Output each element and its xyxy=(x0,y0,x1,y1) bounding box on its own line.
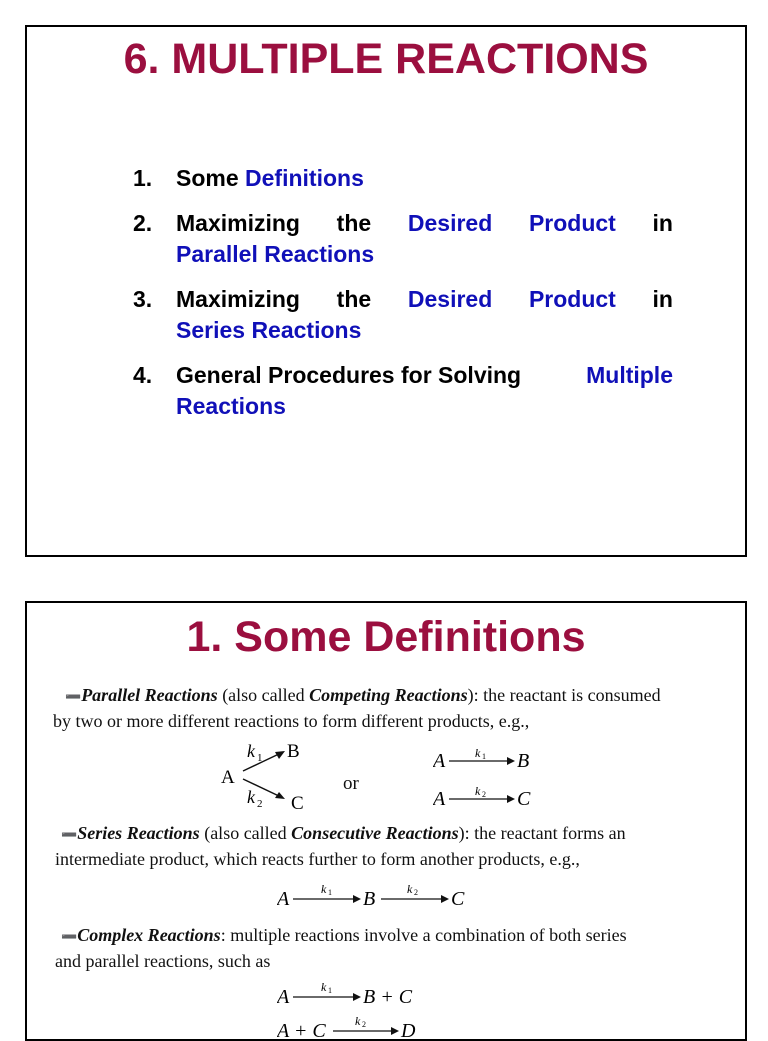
species: A + C xyxy=(277,1020,326,1039)
species: A xyxy=(277,888,290,910)
species: A xyxy=(433,788,446,810)
item-highlight: Definitions xyxy=(245,165,364,191)
rate-constant-k1: k xyxy=(247,741,255,761)
item-text: General Procedures for Solving xyxy=(176,362,522,388)
rate-subscript: 2 xyxy=(414,888,418,897)
term: Complex Reactions xyxy=(77,925,221,945)
rate-constant-k2: k xyxy=(247,787,255,807)
rate-subscript: 1 xyxy=(328,888,332,897)
parallel-definition xyxy=(53,683,733,733)
text: : multiple reactions involve a combination of both series xyxy=(220,925,627,945)
parallel-reaction-diagram xyxy=(215,735,345,813)
outline-item xyxy=(133,360,673,422)
item-word: the xyxy=(336,210,372,236)
rate-constant: k xyxy=(475,784,481,798)
item-highlight: Product xyxy=(528,210,616,236)
species: B xyxy=(517,750,530,772)
complex-definition xyxy=(55,923,733,973)
item-word: Maximizing xyxy=(176,210,300,236)
arrowhead xyxy=(441,895,449,903)
item-highlight: Reactions xyxy=(176,393,286,419)
rate-constant: k xyxy=(355,1014,361,1028)
complex-equations xyxy=(277,979,477,1039)
bullet-arrow-icon: ➖ xyxy=(61,929,78,944)
item-word: the xyxy=(336,286,372,312)
outline-list xyxy=(133,163,673,436)
species-B: B xyxy=(287,741,300,762)
outline-item xyxy=(133,163,673,194)
text: (also called xyxy=(199,823,292,843)
rate-subscript: 1 xyxy=(257,752,263,764)
item-highlight: Desired xyxy=(407,210,493,236)
arrowhead xyxy=(507,795,515,803)
arrowhead xyxy=(353,895,361,903)
rate-subscript: 1 xyxy=(328,986,332,995)
species: D xyxy=(401,1020,416,1039)
species-A: A xyxy=(221,767,235,788)
term: Competing Reactions xyxy=(309,685,468,705)
item-word: Maximizing xyxy=(176,286,300,312)
rate-constant: k xyxy=(321,882,327,896)
series-equation xyxy=(277,881,497,915)
rate-subscript: 2 xyxy=(257,798,263,810)
rate-constant: k xyxy=(321,980,327,994)
rate-subscript: 2 xyxy=(362,1020,366,1029)
arrowhead xyxy=(507,757,515,765)
rate-constant: k xyxy=(475,746,481,760)
arrowhead xyxy=(353,993,361,1001)
slide-outline xyxy=(25,25,747,557)
item-text: Some xyxy=(176,165,239,191)
rate-subscript: 2 xyxy=(482,790,486,799)
term: Parallel Reactions xyxy=(81,685,218,705)
arrowhead xyxy=(391,1027,399,1035)
slide-title: 6. MULTIPLE REACTIONS xyxy=(123,35,649,83)
bullet-arrow-icon: ➖ xyxy=(61,827,78,842)
item-highlight: Parallel Reactions xyxy=(176,241,375,267)
item-word: in xyxy=(652,210,673,236)
series-definition xyxy=(55,821,733,871)
item-number: 1. xyxy=(133,165,153,191)
bullet-arrow-icon: ➖ xyxy=(65,689,82,704)
species: B xyxy=(363,888,376,910)
species: A xyxy=(433,750,446,772)
rate-constant: k xyxy=(407,882,413,896)
species: A xyxy=(277,986,290,1008)
text: (also called xyxy=(217,685,310,705)
outline-item xyxy=(133,208,673,270)
item-highlight: Product xyxy=(528,286,616,312)
species: C xyxy=(517,788,531,810)
text: intermediate product, which reacts further to form another products, e.g., xyxy=(55,849,580,869)
text: by two or more different reactions to form different products, e.g., xyxy=(53,711,530,731)
species-C: C xyxy=(291,793,304,813)
species: C xyxy=(451,888,465,910)
slide-definitions xyxy=(25,601,747,1041)
parallel-equations xyxy=(433,745,563,813)
item-number: 4. xyxy=(133,362,153,388)
item-word: in xyxy=(652,286,673,312)
item-highlight: Desired xyxy=(407,286,493,312)
outline-item xyxy=(133,284,673,346)
term: Series Reactions xyxy=(77,823,200,843)
text: ): the reactant forms an xyxy=(458,823,626,843)
text: ): the reactant is consumed xyxy=(467,685,661,705)
text: and parallel reactions, such as xyxy=(55,951,271,971)
rate-subscript: 1 xyxy=(482,752,486,761)
item-number: 3. xyxy=(133,286,153,312)
slide-title: 1. Some Definitions xyxy=(186,613,586,661)
item-number: 2. xyxy=(133,210,153,236)
item-highlight: Series Reactions xyxy=(176,317,362,343)
or-label: or xyxy=(343,773,359,794)
term: Consecutive Reactions xyxy=(291,823,459,843)
item-highlight: Multiple xyxy=(586,362,673,388)
species: B + C xyxy=(363,986,413,1008)
